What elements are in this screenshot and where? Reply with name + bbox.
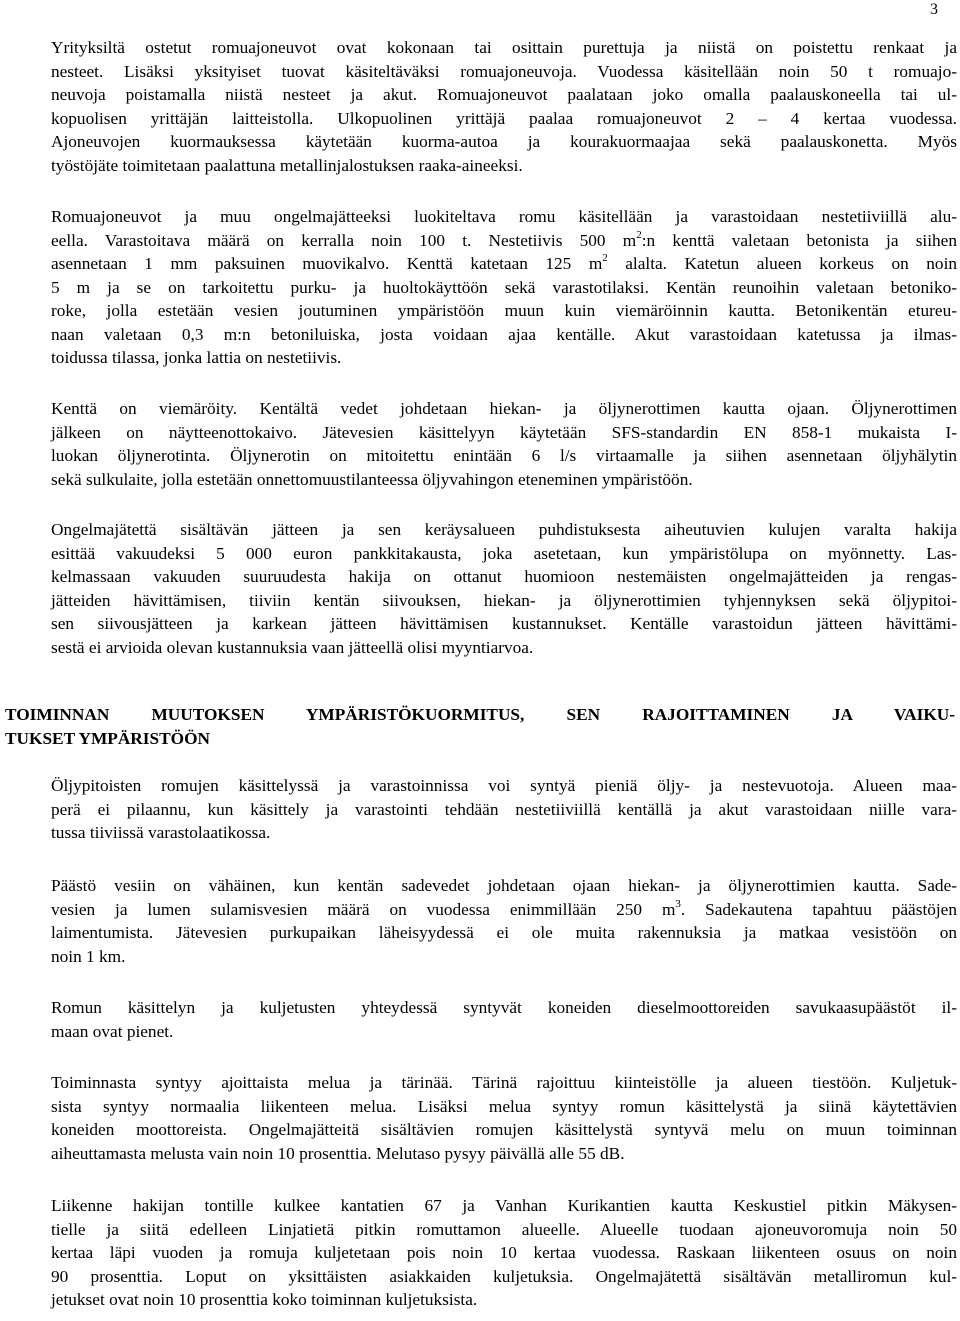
- text-line: sen siivousjätteen ja karkean jätteen hävittämisen kustannukset. Kentälle varastoidun jätteen hävittämi-: [51, 614, 957, 633]
- text-line: Ajoneuvojen kuormauksessa käytetään kuorma-autoa ja kourakuormaajaa sekä paalauskonetta. Myös: [51, 132, 957, 151]
- text-line: kelmassaan vakuuden suuruudesta hakija on ottanut huomioon nestemäisten ongelmajätteiden ja rengas-: [51, 567, 957, 586]
- text-line: jetukset ovat noin 10 prosenttia koko toiminnan kuljetuksista.: [51, 1290, 478, 1309]
- text-line: sekä sulkulaite, jolla estetään onnettomuustilanteessa öljyvahingon eteneminen ympäristöön.: [51, 469, 693, 489]
- text-line: [51, 252, 957, 276]
- text-line: jälkeen on näytteenottokaivo. Jätevesien käsittelyyn käytetään SFS-standardin EN 858-1 mukaista I-: [51, 422, 957, 442]
- text-line: jätteiden hävittämisen, tiiviin kentän siivouksen, hiekan- ja öljynerottimien tyhjennyksen sekä öljypitoi-: [51, 590, 957, 610]
- heading-line: TUKSET YMPÄRISTÖÖN: [5, 728, 211, 748]
- superscript: 2: [636, 228, 642, 241]
- text-line: kertaa läpi vuoden ja romuja kuljetetaan pois noin 10 kertaa vuodessa. Raskaan liikenteen osuus on noin: [51, 1243, 957, 1262]
- heading-line: TOIMINNAN MUUTOKSEN YMPÄRISTÖKUORMITUS, SEN RAJOITTAMINEN JA VAIKU-: [5, 705, 955, 724]
- text-line: tussa tiiviissä varastolaatikossa.: [51, 823, 271, 842]
- text-line: noin 1 km.: [51, 946, 126, 966]
- text-line: maan ovat pienet.: [51, 1021, 174, 1041]
- text-line: kopuolisen yrittäjän laitteistolla. Ulkopuolinen yrittäjä paalaa romuajoneuvot 2 – 4 kertaa vuodessa.: [51, 108, 957, 128]
- text-segment: :n kenttä valetaan betonista ja siihen: [641, 230, 957, 250]
- superscript: 3: [675, 897, 681, 910]
- text-line: nesteet. Lisäksi yksityiset tuovat käsiteltäväksi romuajoneuvoja. Vuodessa käsitellään noin 50 t romuajo-: [51, 61, 957, 81]
- text-line: Liikenne hakijan tontille kulkee kantatien 67 ja Vanhan Kurikantien kautta Keskustiel pitkin Mäkysen-: [51, 1196, 957, 1215]
- text-segment: alalta. Katetun alueen korkeus on noin: [607, 254, 958, 273]
- paragraph-traffic: [51, 1194, 957, 1312]
- text-line: roke, jolla estetään vesien joutuminen ympäristöön muun kuin viemäröinnin kautta. Betonikentän etureu-: [51, 301, 957, 320]
- text-line: 90 prosenttia. Loput on yksittäisten asiakkaiden kuljetuksia. Ongelmajätettä sisältävän metalliromun kul-: [51, 1266, 957, 1286]
- text-line: työstöjäte toimitetaan paalattuna metallinjalostuksen raaka-aineeksi.: [51, 155, 523, 175]
- paragraph-scrap-vehicles: [51, 36, 957, 177]
- text-line: Romuajoneuvot ja muu ongelmajätteeksi luokiteltava romu käsitellään ja varastoidaan nestetiiviillä alu-: [51, 207, 957, 226]
- paragraph-guarantee: [51, 518, 957, 659]
- text-line: Toiminnasta syntyy ajoittaista melua ja tärinää. Tärinä rajoittuu kiinteistölle ja alueen tiestöön. Kuljetuk-: [51, 1073, 957, 1092]
- text-line: neuvoja poistamalla niistä nesteet ja akut. Romuajoneuvot paalataan joko omalla paalauskoneella tai ul-: [51, 85, 957, 104]
- paragraph-air-emissions: [51, 996, 957, 1043]
- text-line: 5 m ja se on tarkoitettu purku- ja huoltokäyttöön sekä varastotilaksi. Kentän reunoihin valetaan betoniko-: [51, 277, 957, 297]
- text-line: laimentumista. Jätevesien purkupaikan läheisyydessä ei ole muita rakennuksia ja matkaa vesistöön on: [51, 923, 957, 942]
- text-line: sestä ei arvioida olevan kustannuksia vaan jätteellä olisi myyntiarvoa.: [51, 637, 534, 657]
- text-line: [51, 229, 957, 253]
- section-heading: [5, 703, 955, 750]
- text-line: esittää vakuudeksi 5 000 euron pankkitakausta, joka asetetaan, kun ympäristölupa on myönnetty. Las-: [51, 543, 957, 563]
- paragraph-noise: [51, 1071, 957, 1165]
- text-line: toidussa tilassa, jonka lattia on nestetiivis.: [51, 348, 342, 367]
- text-line: tielle ja siitä edelleen Linjatietä pitkin romuttamon alueelle. Alueelle tuodaan ajoneuvoromuja noin 50: [51, 1219, 957, 1239]
- text-line: [51, 898, 957, 922]
- text-line: Ongelmajätettä sisältävän jätteen ja sen keräysalueen puhdistuksesta aiheutuvien kulujen varalta hakija: [51, 520, 957, 539]
- text-segment: asennetaan 1 mm paksuinen muovikalvo. Kenttä katetaan 125 m: [51, 254, 603, 273]
- text-line: perä ei pilaannu, kun käsittely ja varastointi tehdään nestetiiviillä kentällä ja akut varastoidaan niille vara-: [51, 799, 957, 819]
- text-line: luokan öljynerotinta. Öljynerotin on mitoitettu enintään 6 l/s virtaamalle ja siihen asennetaan öljyhälytin: [51, 446, 957, 465]
- paragraph-water-emissions: [51, 874, 957, 968]
- text-segment: . Sadekautena tapahtuu päästöjen: [680, 899, 957, 919]
- text-line: Kenttä on viemäröity. Kentältä vedet johdetaan hiekan- ja öljynerottimen kautta ojaan. Öljynerottimen: [51, 399, 957, 418]
- paragraph-storage-field: [51, 205, 957, 370]
- text-line: koneiden moottoreista. Ongelmajätteitä sisältävien romujen käsittelystä syntyvä melu on muun toiminnan: [51, 1120, 957, 1139]
- text-line: Yrityksiltä ostetut romuajoneuvot ovat kokonaan tai osittain purettuja ja niistä on poistettu renkaat ja: [51, 38, 957, 57]
- page-number: 3: [930, 1, 938, 18]
- text-line: aiheuttamasta melusta vain noin 10 prosenttia. Melutaso pysyy päivällä alle 55 dB.: [51, 1143, 625, 1163]
- superscript: 2: [602, 252, 608, 265]
- text-line: Romun käsittelyn ja kuljetusten yhteydessä syntyvät koneiden dieselmoottoreiden savukaasupäästöt il-: [51, 998, 957, 1017]
- text-line: Öljypitoisten romujen käsittelyssä ja varastoinnissa voi syntyä pieniä öljy- ja nestevuotoja. Alueen maa-: [51, 776, 957, 795]
- text-line: Päästö vesiin on vähäinen, kun kentän sadevedet johdetaan ojaan hiekan- ja öljynerottimien kautta. Sade-: [51, 876, 957, 895]
- text-segment: vesien ja lumen sulamisvesien määrä on vuodessa enimmillään 250 m: [51, 899, 676, 919]
- paragraph-drainage: [51, 397, 957, 491]
- text-line: sista syntyy normaalia liikenteen melua. Lisäksi melua syntyy romun käsittelystä ja siinä käytettävien: [51, 1096, 957, 1116]
- text-segment: eella. Varastoitava määrä on kerralla noin 100 t. Nestetiivis 500 m: [51, 230, 637, 250]
- text-line: naan valetaan 0,3 m:n betoniluiska, josta voidaan ajaa kentälle. Akut varastoidaan katetussa ja ilmas-: [51, 324, 957, 344]
- paragraph-soil: [51, 774, 957, 845]
